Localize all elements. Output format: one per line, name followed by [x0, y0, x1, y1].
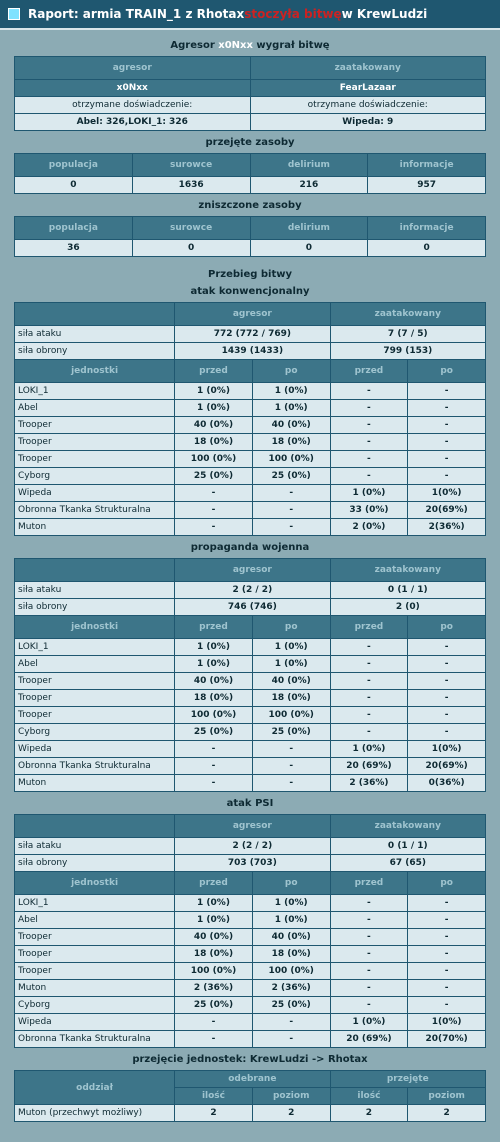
table-cell: -	[330, 639, 408, 656]
table-cell: -	[252, 485, 330, 502]
table-row	[15, 97, 486, 114]
table-cell: 1636	[132, 177, 250, 194]
table-cell: po	[408, 360, 486, 383]
table-cell: LOKI_1	[15, 639, 175, 656]
table-cell: 20(70%)	[408, 1031, 486, 1048]
table-cell: 1 (0%)	[252, 656, 330, 673]
table-cell: -	[408, 673, 486, 690]
report-body	[2, 40, 498, 1122]
table-cell: -	[330, 383, 408, 400]
table-row	[15, 177, 486, 194]
table-cell: 20(69%)	[408, 502, 486, 519]
table-cell: przejęte	[330, 1071, 485, 1088]
table-cell: 0	[132, 240, 250, 257]
table-row	[15, 1105, 486, 1122]
table-row	[15, 114, 486, 131]
table-cell: 746 (746)	[175, 599, 330, 616]
table-cell: 100 (0%)	[252, 451, 330, 468]
table-cell: 1 (0%)	[252, 400, 330, 417]
unit-row	[15, 468, 486, 485]
table-row	[15, 815, 486, 838]
table-cell: 40 (0%)	[252, 929, 330, 946]
table-cell: informacje	[368, 154, 486, 177]
table-cell: -	[408, 707, 486, 724]
table-cell: przed	[175, 360, 253, 383]
table-cell: 25 (0%)	[175, 468, 253, 485]
table-cell: -	[252, 758, 330, 775]
report-title-bar	[0, 0, 500, 30]
table-cell: 0 (1 / 1)	[330, 582, 485, 599]
unit-row	[15, 690, 486, 707]
unit-row	[15, 724, 486, 741]
table-row	[15, 154, 486, 177]
table-cell: 2 (36%)	[175, 980, 253, 997]
unit-row	[15, 741, 486, 758]
table-cell: 2 (36%)	[330, 775, 408, 792]
table-cell: -	[175, 502, 253, 519]
table-cell: po	[252, 360, 330, 383]
table-cell: -	[330, 656, 408, 673]
table-cell: -	[330, 724, 408, 741]
table-cell: siła obrony	[15, 343, 175, 360]
table-cell: 18 (0%)	[252, 946, 330, 963]
table-cell: 1 (0%)	[330, 485, 408, 502]
table-cell: -	[408, 417, 486, 434]
table-cell: 2 (2 / 2)	[175, 582, 330, 599]
table-cell: -	[330, 417, 408, 434]
report-title-prefix: Raport: armia TRAIN_1 z Rhotax	[28, 7, 245, 21]
unit-row	[15, 997, 486, 1014]
sides-table	[14, 56, 486, 131]
table-cell: -	[408, 946, 486, 963]
table-cell: Cyborg	[15, 997, 175, 1014]
table-cell: 0(36%)	[408, 775, 486, 792]
table-row	[15, 240, 486, 257]
table-cell: 772 (772 / 769)	[175, 326, 330, 343]
table-row	[15, 599, 486, 616]
table-cell: 0	[250, 240, 368, 257]
table-cell: 2 (0)	[330, 599, 485, 616]
table-cell: ilość	[175, 1088, 253, 1105]
report-title-suffix: w KrewLudzi	[341, 7, 428, 21]
table-cell: informacje	[368, 217, 486, 240]
table-cell: 2	[175, 1105, 253, 1122]
table-cell: 2 (2 / 2)	[175, 838, 330, 855]
table-cell: 0	[368, 240, 486, 257]
unit-row	[15, 639, 486, 656]
table-cell: Trooper	[15, 963, 175, 980]
table-cell: Muton	[15, 980, 175, 997]
battle-result: Agresor x0Nxx wygrał bitwę	[170, 40, 330, 51]
unit-row	[15, 434, 486, 451]
table-row	[15, 303, 486, 326]
table-cell: -	[175, 1031, 253, 1048]
table-cell: -	[408, 895, 486, 912]
unit-row	[15, 758, 486, 775]
table-cell: 1 (0%)	[175, 912, 253, 929]
table-cell: otrzymane doświadczenie:	[250, 97, 486, 114]
table-cell: Trooper	[15, 690, 175, 707]
table-cell: -	[330, 451, 408, 468]
table-cell: przed	[330, 616, 408, 639]
table-cell: -	[330, 980, 408, 997]
table-row	[15, 872, 486, 895]
table-cell: Wipeda	[15, 1014, 175, 1031]
table-cell: 25 (0%)	[252, 468, 330, 485]
table-cell: 957	[368, 177, 486, 194]
table-cell: populacja	[15, 217, 133, 240]
table-cell: po	[252, 872, 330, 895]
table-cell: 20 (69%)	[330, 1031, 408, 1048]
table-cell: ilość	[330, 1088, 408, 1105]
unit-row	[15, 451, 486, 468]
table-cell: 1(0%)	[408, 485, 486, 502]
table-cell: po	[408, 616, 486, 639]
table-cell: 18 (0%)	[175, 690, 253, 707]
table-cell: 1 (0%)	[252, 895, 330, 912]
table-cell: Abel	[15, 912, 175, 929]
table-cell: zaatakowany	[330, 815, 485, 838]
table-row	[15, 616, 486, 639]
unit-row	[15, 963, 486, 980]
table-cell: agresor	[175, 559, 330, 582]
table-cell: -	[408, 434, 486, 451]
table-cell: siła obrony	[15, 855, 175, 872]
table-cell: 1 (0%)	[175, 639, 253, 656]
unit-row	[15, 485, 486, 502]
table-cell: 25 (0%)	[175, 997, 253, 1014]
table-cell	[15, 815, 175, 838]
table-cell: Muton	[15, 775, 175, 792]
unit-row	[15, 656, 486, 673]
table-cell: -	[330, 468, 408, 485]
phase3-title: atak PSI	[226, 798, 274, 809]
table-row	[15, 326, 486, 343]
table-cell: 1 (0%)	[252, 912, 330, 929]
phase2-table	[14, 558, 486, 792]
table-cell: 1 (0%)	[175, 656, 253, 673]
table-row	[15, 855, 486, 872]
aggressor-name: x0Nxx	[15, 80, 251, 97]
unit-row	[15, 980, 486, 997]
table-cell: -	[408, 400, 486, 417]
table-cell: otrzymane doświadczenie:	[15, 97, 251, 114]
table-cell: 1 (0%)	[252, 639, 330, 656]
table-cell: po	[252, 616, 330, 639]
report-icon	[8, 8, 20, 20]
unit-row	[15, 912, 486, 929]
table-cell: 703 (703)	[175, 855, 330, 872]
table-cell: 20(69%)	[408, 758, 486, 775]
table-cell: delirium	[250, 154, 368, 177]
table-cell: -	[330, 895, 408, 912]
table-cell: przed	[175, 872, 253, 895]
table-cell: 2	[408, 1105, 486, 1122]
table-cell: 33 (0%)	[330, 502, 408, 519]
table-cell: populacja	[15, 154, 133, 177]
table-cell: 1 (0%)	[175, 400, 253, 417]
unit-row	[15, 1014, 486, 1031]
table-cell: 1 (0%)	[175, 383, 253, 400]
table-cell: 20 (69%)	[330, 758, 408, 775]
table-cell: Cyborg	[15, 468, 175, 485]
table-cell: 18 (0%)	[175, 946, 253, 963]
table-cell: 25 (0%)	[175, 724, 253, 741]
unit-row	[15, 383, 486, 400]
table-cell: Obronna Tkanka Strukturalna	[15, 758, 175, 775]
table-cell: agresor	[175, 815, 330, 838]
table-cell: Abel	[15, 400, 175, 417]
table-cell: 18 (0%)	[252, 434, 330, 451]
table-cell: 2	[330, 1105, 408, 1122]
table-cell: siła obrony	[15, 599, 175, 616]
table-cell: -	[252, 741, 330, 758]
unit-row	[15, 400, 486, 417]
table-cell: -	[408, 912, 486, 929]
table-cell: -	[175, 485, 253, 502]
table-cell: 25 (0%)	[252, 997, 330, 1014]
table-cell: Wipeda	[15, 485, 175, 502]
table-cell: siła ataku	[15, 582, 175, 599]
table-cell: surowce	[132, 154, 250, 177]
table-row	[15, 80, 486, 97]
table-cell: 2(36%)	[408, 519, 486, 536]
unit-row	[15, 775, 486, 792]
captured-table	[14, 153, 486, 194]
table-cell: -	[408, 963, 486, 980]
phase2-title: propaganda wojenna	[190, 542, 310, 553]
table-cell: -	[408, 656, 486, 673]
table-row	[15, 57, 486, 80]
table-cell: Abel	[15, 656, 175, 673]
table-cell: 799 (153)	[330, 343, 485, 360]
table-cell: -	[408, 929, 486, 946]
phase1-title: atak konwencjonalny	[190, 286, 310, 297]
table-cell: 25 (0%)	[252, 724, 330, 741]
table-cell: 100 (0%)	[252, 963, 330, 980]
table-cell: -	[252, 1031, 330, 1048]
table-cell: 100 (0%)	[252, 707, 330, 724]
capture-table	[14, 1070, 486, 1122]
table-row	[15, 217, 486, 240]
table-cell: 2	[252, 1105, 330, 1122]
captured-title: przejęte zasoby	[205, 137, 295, 148]
table-cell: -	[175, 775, 253, 792]
defender-exp: Wipeda: 9	[250, 114, 486, 131]
table-cell: 18 (0%)	[252, 690, 330, 707]
unit-row	[15, 519, 486, 536]
table-cell: 1439 (1433)	[175, 343, 330, 360]
course-title: Przebieg bitwy	[208, 269, 292, 280]
table-cell: siła ataku	[15, 838, 175, 855]
table-cell: 40 (0%)	[175, 417, 253, 434]
table-cell: 1 (0%)	[330, 741, 408, 758]
table-cell: 216	[250, 177, 368, 194]
table-cell: 1(0%)	[408, 741, 486, 758]
table-cell: Trooper	[15, 417, 175, 434]
table-cell: -	[330, 400, 408, 417]
table-cell: delirium	[250, 217, 368, 240]
unit-row	[15, 1031, 486, 1048]
table-cell: Obronna Tkanka Strukturalna	[15, 502, 175, 519]
table-cell: 7 (7 / 5)	[330, 326, 485, 343]
table-cell: poziom	[252, 1088, 330, 1105]
table-cell: poziom	[408, 1088, 486, 1105]
phase1-table	[14, 302, 486, 536]
table-cell: -	[408, 690, 486, 707]
table-cell: zaatakowany	[330, 559, 485, 582]
table-cell: -	[252, 1014, 330, 1031]
table-cell: LOKI_1	[15, 383, 175, 400]
table-cell: -	[252, 502, 330, 519]
table-cell: 0 (1 / 1)	[330, 838, 485, 855]
table-cell: -	[175, 1014, 253, 1031]
table-cell: -	[330, 690, 408, 707]
table-cell: 2 (36%)	[252, 980, 330, 997]
unit-row	[15, 946, 486, 963]
table-cell: 2 (0%)	[330, 519, 408, 536]
aggressor-exp: Abel: 326,LOKI_1: 326	[15, 114, 251, 131]
table-row	[15, 582, 486, 599]
table-cell: jednostki	[15, 616, 175, 639]
table-cell: -	[175, 741, 253, 758]
table-cell: oddział	[15, 1071, 175, 1105]
table-cell: -	[330, 434, 408, 451]
unit-row	[15, 673, 486, 690]
table-cell: Muton	[15, 519, 175, 536]
table-cell: odebrane	[175, 1071, 330, 1088]
table-cell: 36	[15, 240, 133, 257]
table-cell: 40 (0%)	[252, 417, 330, 434]
table-cell: Trooper	[15, 707, 175, 724]
table-cell: -	[408, 639, 486, 656]
phase3-table	[14, 814, 486, 1048]
table-cell: 40 (0%)	[175, 673, 253, 690]
table-row	[15, 1071, 486, 1088]
table-cell: zaatakowany	[330, 303, 485, 326]
report-title-result: stoczyła bitwę	[244, 7, 342, 21]
defender-name: FearLazaar	[250, 80, 486, 97]
table-cell	[15, 303, 175, 326]
table-cell: Trooper	[15, 929, 175, 946]
table-cell: Muton (przechwyt możliwy)	[15, 1105, 175, 1122]
table-cell: Trooper	[15, 673, 175, 690]
table-cell: LOKI_1	[15, 895, 175, 912]
unit-row	[15, 707, 486, 724]
table-cell	[15, 559, 175, 582]
table-cell: Trooper	[15, 451, 175, 468]
unit-row	[15, 929, 486, 946]
table-cell: -	[330, 963, 408, 980]
table-cell: -	[175, 519, 253, 536]
table-cell: 100 (0%)	[175, 451, 253, 468]
table-cell: -	[330, 946, 408, 963]
table-row	[15, 559, 486, 582]
table-cell: Trooper	[15, 946, 175, 963]
table-cell: przed	[175, 616, 253, 639]
table-cell: 1 (0%)	[252, 383, 330, 400]
table-cell: po	[408, 872, 486, 895]
table-cell: jednostki	[15, 872, 175, 895]
table-cell: siła ataku	[15, 326, 175, 343]
table-cell: przed	[330, 872, 408, 895]
capture-title: przejęcie jednostek: KrewLudzi -> Rhotax	[132, 1054, 368, 1065]
table-row	[15, 343, 486, 360]
table-row	[15, 360, 486, 383]
unit-row	[15, 895, 486, 912]
table-cell: -	[408, 468, 486, 485]
table-cell: Trooper	[15, 434, 175, 451]
table-cell: Wipeda	[15, 741, 175, 758]
unit-row	[15, 502, 486, 519]
destroyed-table	[14, 216, 486, 257]
table-cell: 1(0%)	[408, 1014, 486, 1031]
table-cell: jednostki	[15, 360, 175, 383]
winner-name: x0Nxx	[218, 40, 253, 51]
table-cell: 100 (0%)	[175, 963, 253, 980]
table-cell: 1 (0%)	[330, 1014, 408, 1031]
table-cell: 100 (0%)	[175, 707, 253, 724]
table-cell: -	[408, 451, 486, 468]
unit-row	[15, 417, 486, 434]
table-cell: surowce	[132, 217, 250, 240]
table-cell: -	[408, 980, 486, 997]
table-cell: 40 (0%)	[252, 673, 330, 690]
table-cell: -	[330, 997, 408, 1014]
table-cell: Obronna Tkanka Strukturalna	[15, 1031, 175, 1048]
table-cell: -	[408, 383, 486, 400]
table-cell: -	[330, 912, 408, 929]
table-cell: -	[175, 758, 253, 775]
table-cell: zaatakowany	[250, 57, 486, 80]
table-cell: -	[330, 707, 408, 724]
table-cell: -	[330, 673, 408, 690]
table-cell: 67 (65)	[330, 855, 485, 872]
table-cell: agresor	[15, 57, 251, 80]
table-cell: 0	[15, 177, 133, 194]
table-cell: -	[252, 775, 330, 792]
table-cell: 18 (0%)	[175, 434, 253, 451]
table-cell: przed	[330, 360, 408, 383]
table-cell: agresor	[175, 303, 330, 326]
table-cell: -	[252, 519, 330, 536]
table-row	[15, 838, 486, 855]
table-cell: 1 (0%)	[175, 895, 253, 912]
table-cell: Cyborg	[15, 724, 175, 741]
table-cell: -	[330, 929, 408, 946]
table-cell: -	[408, 997, 486, 1014]
destroyed-title: zniszczone zasoby	[198, 200, 302, 211]
table-cell: -	[408, 724, 486, 741]
table-cell: 40 (0%)	[175, 929, 253, 946]
